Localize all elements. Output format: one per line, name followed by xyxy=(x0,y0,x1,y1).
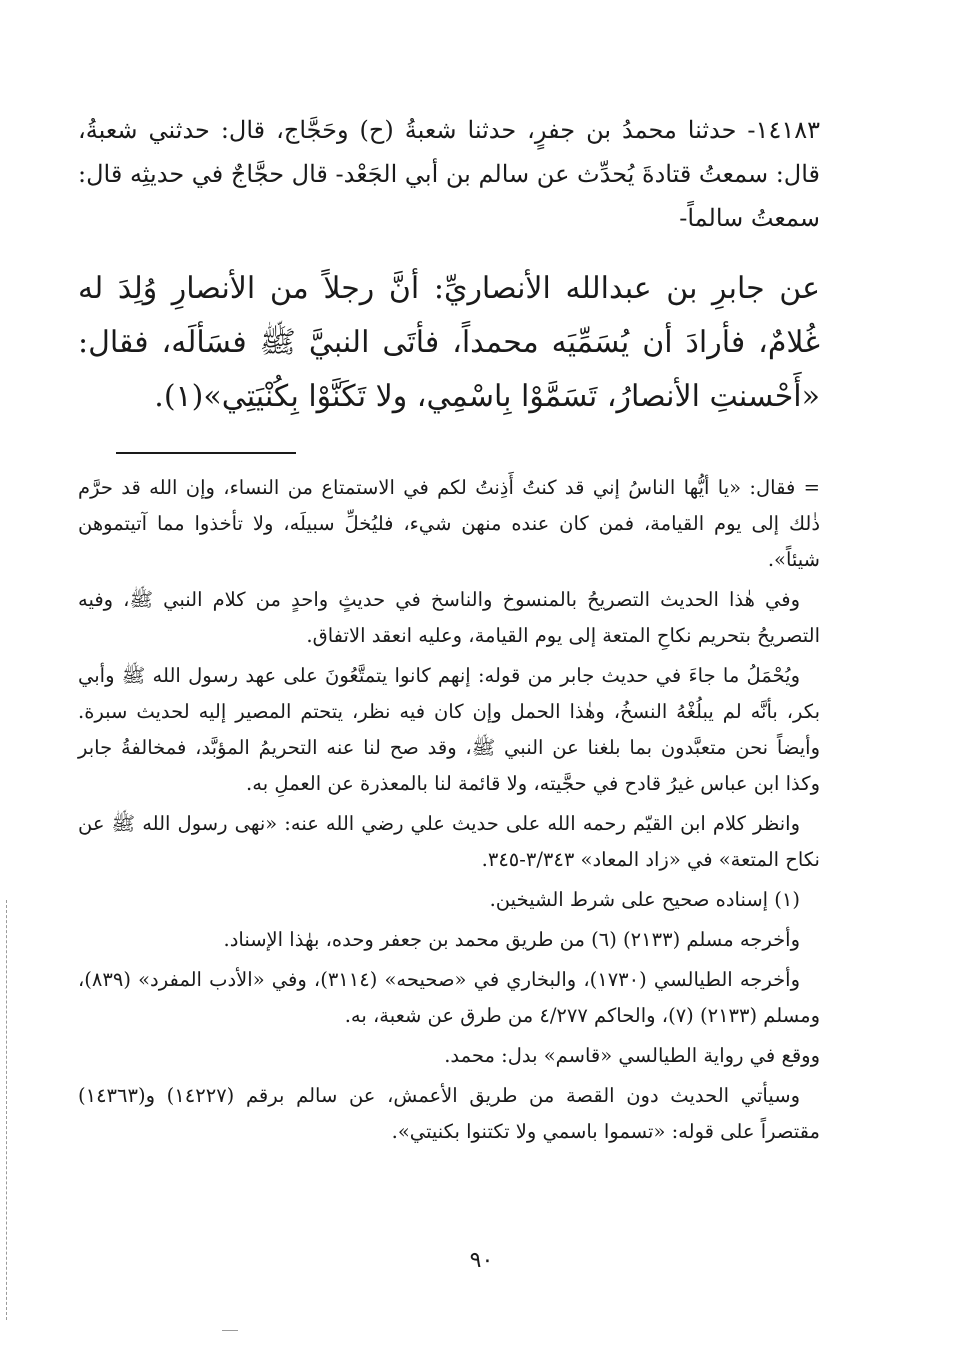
page-number: ٩٠ xyxy=(469,1248,494,1273)
scan-artifact-dash xyxy=(222,1330,238,1331)
footnote-1-title: (١) إسناده صحيح على شرط الشيخين. xyxy=(489,888,800,911)
footnote-paragraph: وانظر كلام ابن القيّم رحمه الله على حديث علي رضي الله عنه: «نهى رسول الله ﷺ عن نكاح المتعة» في «زاد المعاد» ٣/٣٤٣-٣٤٥. xyxy=(78,812,820,871)
page-content xyxy=(78,108,820,1154)
hadith-isnad: ١٤١٨٣- حدثنا محمدُ بن جفرٍ، حدثنا شعبةُ (ح) وحَجَّاج، قال: حدثني شعبةُ، قال: سمعتُ قتادةَ يُحدِّث عن سالم بن أبي الجَعْد- قال حجَّاجٌ في حديثِه قال: سمعتُ سالماً- xyxy=(78,116,820,232)
footnote-paragraph: وأخرجه الطيالسي (١٧٣٠)، والبخاري في «صحيحه» (٣١١٤)، وفي «الأدب المفرد» (٨٣٩)، ومسلم (٢١٣٣) (٧)، والحاكم ٤/٢٧٧ من طرق عن شعبة، به. xyxy=(78,968,820,1027)
footnote-paragraph: وسيأتي الحديث دون القصة من طريق الأعمش، عن سالم برقم (١٤٢٢٧) و(١٤٣٦٣) مقتصراً على قوله: «تسموا باسمي ولا تكتنوا بكنيتي». xyxy=(78,1084,820,1143)
footnote-continuation: = فقال: «يا أيُّها الناسُ إني قد كنتُ أَذِنتُ لكم في الاستمتاع من النساء، وإن الله قد حرَّم ذٰلك إلى يوم القيامة، فمن كان عنده منهن شيء، فليُخلِّ سبيلَه، ولا تأخذوا مما آتيتموهن شيئاً». xyxy=(78,476,820,571)
footnote-paragraph: وفي هٰذا الحديث التصريحُ بالمنسوخ والناسخ في حديثٍ واحدٍ من كلام النبي ﷺ، وفيه التصريحُ بتحريم نكاحِ المتعة إلى يوم القيامة، وعليه انعقد الاتفاق. xyxy=(78,588,820,647)
footnote-paragraph: ووقع في رواية الطيالسي «قاسم» بدل: محمد. xyxy=(444,1044,820,1067)
footnote-paragraph: وأخرجه مسلم (٢١٣٣) (٦) من طريق محمد بن جعفر وحده، بهٰذا الإسناد. xyxy=(223,928,800,951)
footnote-separator xyxy=(116,452,296,454)
scan-margin-marks xyxy=(6,900,9,1320)
footnote-paragraph: ويُحْمَلُ ما جاءَ في حديث جابر من قوله: إنهم كانوا يتمتَّعُونَ على عهد رسول الله ﷺ وأبي بكر، بأنَّه لم يبلُغْهُ النسخُ، وهٰذا الحمل وإن كان فيه نظر، يتحتم المصير إليه لحديث سبرة. وأيضاً نحن متعبَّدون بما بلغنا عن النبي ﷺ، وقد صح لنا عنه التحريمُ المؤبَّد، فمخالفةُ جابر وكذا ابن عباس غيرُ قادح في حجَّيته، ولا قائمة لنا بالمعذرة عن العملِ به. xyxy=(78,664,820,795)
hadith-matn: عن جابرِ بن عبدالله الأنصاريِّ: أنَّ رجلاً من الأنصارِ وُلِدَ له غُلامٌ، فأرادَ أن يُسَمِّيَه محمداً، فأتَى النبيَّ ﷺ فسَألَه، فقال: «أَحْسنتِ الأنصارُ، تَسَمَّوْا بِاسْمِي، ولا تَكَنَّوْا بِكُنْيَتِي»(١). xyxy=(78,271,820,414)
